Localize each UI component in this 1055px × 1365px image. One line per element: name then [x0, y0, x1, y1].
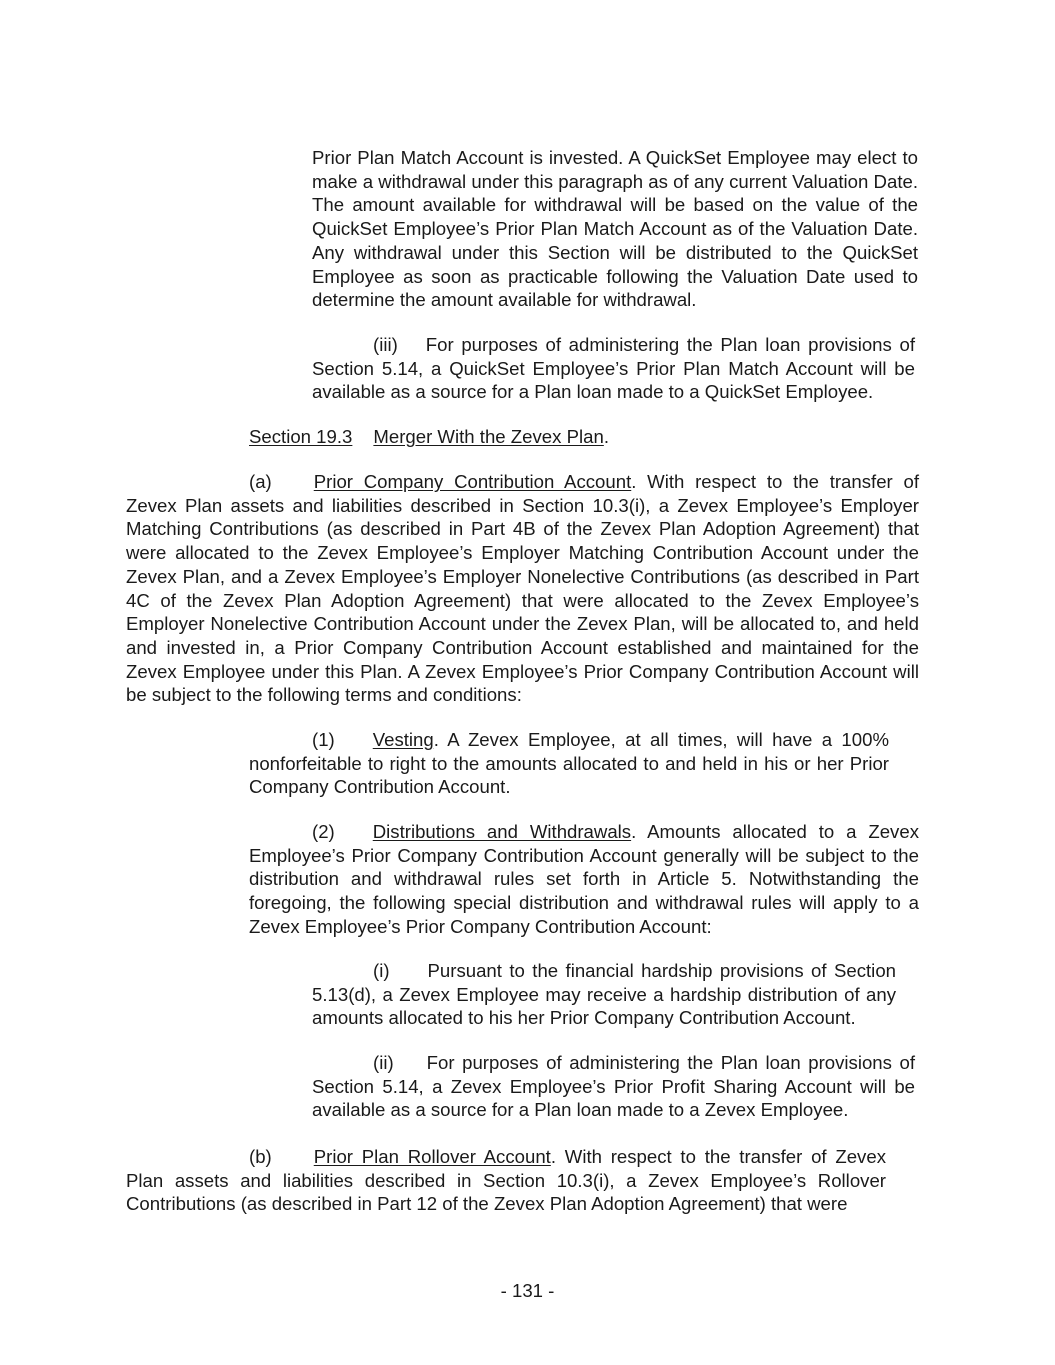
paragraph-number: (i)	[373, 960, 390, 981]
paragraph-text: Prior Plan Match Account is invested. A QuickSet Employee may elect to make a withdrawal under this paragraph as of any current Valuation Date. The amount available for withdrawal will be based on the value of the QuickSet Employee’s Prior Plan Match Account as of the Valuation Date. Any withdrawal under this Section will be distributed to the QuickSet Employee as soon as practicable following the Valuation Date used to determine the amount available for withdrawal.	[312, 147, 918, 311]
paragraph-2	[249, 820, 919, 939]
paragraph-number: (ii)	[373, 1052, 394, 1073]
paragraph-i	[312, 959, 896, 1030]
paragraph-number: (2)	[312, 821, 335, 842]
paragraph-text: For purposes of administering the Plan loan provisions of Section 5.14, a QuickSet Employee’s Prior Plan Match Account will be available as a source for a Plan loan made to a QuickSet Employee.	[312, 334, 915, 403]
section-heading	[249, 425, 915, 449]
paragraph-heading: Distributions and Withdrawals	[372, 821, 632, 842]
paragraph-text: . A Zevex Employee, at all times, will have a 100% nonforfeitable to right to the amounts allocated to and held in his or her Prior Company Contribution Account.	[249, 729, 889, 798]
paragraph-number: (a)	[249, 471, 272, 492]
paragraph-heading: Prior Company Contribution Account	[313, 471, 632, 492]
paragraph-ii	[312, 1051, 915, 1122]
paragraph-text: . With respect to the transfer of Zevex Plan assets and liabilities described in Section 10.3(i), a Zevex Employee’s Rollover Contributions (as described in Part 12 of the Zevex Plan Adoption Agreement) that were	[126, 1146, 886, 1215]
paragraph-heading: Vesting	[372, 729, 434, 750]
page-number: - 131 -	[500, 1280, 555, 1301]
paragraph-text: . With respect to the transfer of Zevex Plan assets and liabilities described in Section 10.3(i), a Zevex Employee’s Employer Matching Contributions (as described in Part 4B of the Zevex Plan Adoption Agreement) that were allocated to the Zevex Employee’s Employer Matching Contribution Account under the Zevex Plan, and a Zevex Employee’s Employer Nonelective Contributions (as described in Part 4C of the Zevex Plan Adoption Agreement) that were allocated to the Zevex Employee’s Employer Nonelective Contribution Account under the Zevex Plan, will be allocated to, and held and invested in, a Prior Company Contribution Account established and maintained for the Zevex Employee under this Plan. A Zevex Employee’s Prior Company Contribution Account will be subject to the following terms and conditions:	[126, 471, 919, 706]
section-title-period: .	[603, 426, 609, 447]
section-title: Merger With the Zevex Plan	[373, 426, 604, 447]
paragraph-text: Pursuant to the financial hardship provisions of Section 5.13(d), a Zevex Employee may receive a hardship distribution of any amounts allocated to his her Prior Company Contribution Account.	[312, 960, 896, 1029]
paragraph-prior-plan-match-withdrawal	[312, 146, 918, 312]
paragraph-1	[249, 728, 889, 799]
paragraph-text: For purposes of administering the Plan loan provisions of Section 5.14, a Zevex Employee’s Prior Profit Sharing Account will be available as a source for a Plan loan made to a Zevex Employee.	[312, 1052, 915, 1121]
paragraph-heading: Prior Plan Rollover Account	[313, 1146, 551, 1167]
paragraph-text: . Amounts allocated to a Zevex Employee’s Prior Company Contribution Account generally will be subject to the distribution and withdrawal rules set forth in Article 5. Notwithstanding the foregoing, the following special distribution and withdrawal rules will apply to a Zevex Employee’s Prior Company Contribution Account:	[249, 821, 919, 937]
paragraph-number: (1)	[312, 729, 335, 750]
paragraph-number: (iii)	[373, 334, 398, 355]
paragraph-b	[126, 1145, 886, 1216]
paragraph-iii	[312, 333, 915, 404]
paragraph-number: (b)	[249, 1146, 272, 1167]
section-number: Section 19.3	[249, 426, 353, 447]
paragraph-a	[126, 470, 919, 707]
